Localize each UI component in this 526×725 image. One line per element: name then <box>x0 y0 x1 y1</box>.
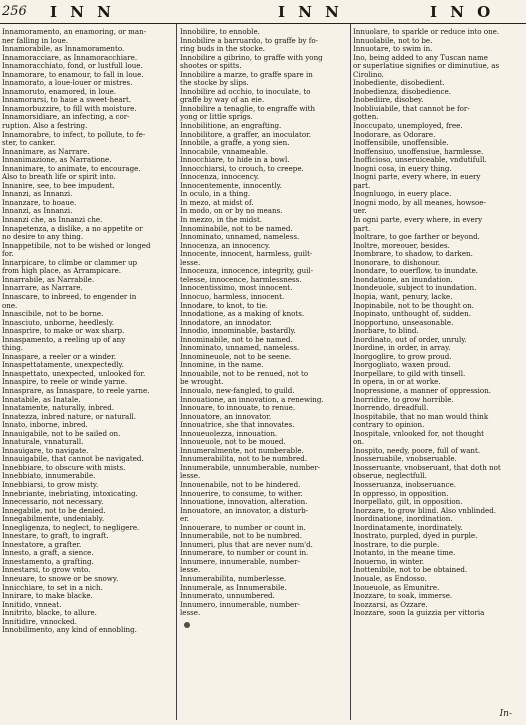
dictionary-entry-line: Innestamento, a grafting. <box>2 556 94 566</box>
page-header <box>0 0 526 24</box>
dictionary-entry-line: Innamoruto, enamored, in loue. <box>2 86 117 96</box>
dictionary-entry-line: Inorgogliato, waxen proud. <box>353 360 451 370</box>
dictionary-entry-line: Innobilire a tenaglie, to engraffe with <box>180 103 316 113</box>
dictionary-entry-line: Innuolare, to sparkle or reduce into one. <box>353 28 500 36</box>
dictionary-entry-line: Innumere, innumerable, number- <box>180 556 300 566</box>
dictionary-entry-line: Innobile, a graffe, a yong sien. <box>180 138 290 148</box>
dictionary-entry-line: Innocabile, vnnameable. <box>180 146 268 156</box>
dictionary-entry-line: Innuolabile, not to be. <box>353 35 433 45</box>
dictionary-entry-line: Innumeralmente, not numberable. <box>180 445 304 455</box>
dictionary-entry-line: In modo, on or by no means. <box>180 206 283 216</box>
dictionary-entry-line: Innocentemente, innocently. <box>180 180 282 190</box>
dictionary-entry-line: Inonorare, to dishonour. <box>353 257 441 267</box>
dictionary-entry-line: Inopressione, a manner of oppression. <box>353 385 492 395</box>
dictionary-entry-line: ruption. Also a festring. <box>2 121 88 131</box>
dictionary-entry-line: Innaspare, a reeler or a winder. <box>2 351 116 361</box>
dictionary-entry-line: Inodorare, as Odorare. <box>353 129 436 139</box>
dictionary-entry-line: In mezo, at midst of. <box>180 197 254 207</box>
dictionary-entry-line: be wrought. <box>180 377 224 387</box>
dictionary-entry-line: Innobilitore, a graffer, an inoculator. <box>180 129 311 139</box>
dictionary-entry-line: Inoffensibile, unoffensible. <box>353 138 449 148</box>
dictionary-entry-line: Innestarsi, to grow vnto. <box>2 565 91 575</box>
dictionary-entry-line: Innouenabile, not to be hindered. <box>180 479 301 489</box>
dictionary-entry-line: Inozzarsi, as Ozzare. <box>353 599 428 609</box>
dictionary-entry-line: Innumerabilita, numberlesse. <box>180 574 287 583</box>
dictionary-entry-line: Inorgoglire, to grow proud. <box>353 351 452 361</box>
dictionary-entry-line: part. <box>353 223 371 233</box>
dictionary-entry-line: Innamorsidiare, an infecting, a cor- <box>2 112 130 122</box>
dictionary-entry-line: Inorridire, to grow horrible. <box>353 394 454 404</box>
dictionary-entry-line: Innumerato, unnumbered. <box>180 591 275 601</box>
dictionary-entry-line: Innatamente, naturally, inbred. <box>2 403 115 413</box>
dictionary-entry-line: Innuotare, to swim in. <box>353 44 433 54</box>
dictionary-entry-line: Innocchiarsi, to crouch, to creepe. <box>180 163 304 173</box>
dictionary-entry-line: Innamorato, a loue-louer or mistres. <box>2 78 133 88</box>
dictionary-entry-line: lesse. <box>180 608 201 618</box>
dictionary-entry-line: Innoueuole, not to be moued. <box>180 437 286 447</box>
dictionary-entry-line: Innamorbuzzire, to fill with moisture. <box>2 103 137 113</box>
dictionary-entry-line: gotten. <box>353 112 379 122</box>
dictionary-entry-line: the stocke by slips. <box>180 78 249 88</box>
dictionary-entry-line: Inosseruante, vnobseruant, that doth not <box>353 462 501 472</box>
dictionary-entry-line: Innominabile, not to be named. <box>180 334 293 344</box>
dictionary-entry-line: Inorbare, to blind. <box>353 326 419 336</box>
dictionary-entry-line: Innascare, to inbreed, to engender in <box>2 291 137 301</box>
dictionary-entry-line: Innaturale, vnnaturall. <box>2 437 84 447</box>
dictionary-entry-line: Innestatore, a grafter. <box>2 539 82 549</box>
dictionary-entry-line: Inozzare, soon la guizzia per vittoria <box>353 608 485 618</box>
dictionary-entry-line: Inoltre, moreouer, besides. <box>353 240 450 250</box>
dictionary-entry-line: Innumerale, as Innumerabile. <box>180 582 287 592</box>
dictionary-entry-line: uer. <box>353 206 367 216</box>
dictionary-entry-line: Inospitale, vnlooked for, not thought <box>353 428 485 438</box>
dictionary-entry-line: Inoffensiuo, unoffensiue, harmlesse. <box>353 146 484 156</box>
dictionary-entry-line: Innanzi, as Innanzi. <box>2 189 73 199</box>
dictionary-entry-line: Inombrare, to shadow, to darken. <box>353 249 473 259</box>
dictionary-entry-line: Innatezza, inbred nature, or naturall. <box>2 411 137 421</box>
dictionary-entry-line: thing. <box>2 343 24 353</box>
dictionary-entry-line: Inogni modo, by all meanes, howsoe- <box>353 197 486 207</box>
dictionary-entry-line: Ino, being added to any Tuscan name <box>353 52 488 62</box>
dictionary-entry-line: Innanire, see, to bee impudent. <box>2 180 115 190</box>
dictionary-entry-line: on. <box>353 437 365 447</box>
dictionary-entry-line: Inorzare, to grow blind. Also vnblinded. <box>353 505 497 515</box>
column-divider <box>350 24 351 720</box>
dictionary-entry-line: Innitido, vnneat. <box>2 599 62 609</box>
dictionary-entry-line: Innodare, to knot, to tie. <box>180 300 268 310</box>
dictionary-entry-line: Inoltrare, to goe farther or beyond. <box>353 232 480 242</box>
dictionary-entry-line: Inosseruabile, vnobseruable. <box>353 454 457 464</box>
dictionary-entry-line: Inorrendo, dreadfull. <box>353 403 429 413</box>
dictionary-entry-line: Innegligenza, to neglect, to negligere. <box>2 522 140 532</box>
dictionary-entry-line: Inospito, needy, poore, full of want. <box>353 445 481 455</box>
dictionary-entry-line: Inneuare, to snowe or be snowy. <box>2 574 119 583</box>
dictionary-entry-line: Innominabile, not to be named. <box>180 223 293 233</box>
dictionary-entry-line: Inogni parte, every where, in euery <box>353 172 481 182</box>
dictionary-entry-line: lesse. <box>180 565 201 575</box>
dictionary-entry-line: ring buds in the stocke. <box>180 44 266 54</box>
dictionary-entry-line: Inorpellato, gilt, in opposition. <box>353 497 463 507</box>
dictionary-entry-line: Inostrato, purpled, dyed in purple. <box>353 531 478 541</box>
dictionary-entry-line: Innecessario, not necessary. <box>2 497 104 507</box>
dictionary-entry-line: Innocchiare, to hide in a bowl. <box>180 155 290 165</box>
dictionary-entry-line: Inordinatamente, inordinately. <box>353 522 463 532</box>
dictionary-column-right <box>353 28 503 718</box>
dictionary-entry-line: Inofficioso, unseruiceable, vndutifull. <box>353 155 487 165</box>
dictionary-entry-line: Innocentissimo, most innocent. <box>180 283 293 293</box>
dictionary-entry-line: Innumerabile, not to be numbred. <box>180 531 302 541</box>
dictionary-entry-line: Inoccupato, unemployed, free. <box>353 121 463 131</box>
running-headword-left: I N N <box>50 3 115 21</box>
dictionary-entry-line: Innapetenza, a dislike, a no appetite or <box>2 223 143 233</box>
dictionary-entry-line: graffe by way of an eie. <box>180 95 265 105</box>
dictionary-entry-line: Inostrare, to die purple. <box>353 539 440 549</box>
dictionary-entry-line: Inogni cosa, in euery thing. <box>353 163 452 173</box>
page-number: 256 <box>2 4 27 19</box>
dictionary-entry-line: Innegabilmente, undeniably. <box>2 514 105 524</box>
dictionary-entry-line: Innauigabile, not to be sailed on. <box>2 428 121 438</box>
dictionary-entry-line: Innomineuole, not to be seene. <box>180 351 292 361</box>
dictionary-entry-line: Innaspire, to reele or winde yarne. <box>2 377 128 387</box>
dictionary-entry-line: Innodio, innominable, bastardly. <box>180 326 296 336</box>
dictionary-entry-line: Innobilire, to ennoble. <box>180 28 260 36</box>
running-headword-center: I N N <box>278 3 343 21</box>
dictionary-entry-line: Innamoracchiato, fond, or lustfull loue. <box>2 61 143 71</box>
dictionary-entry-line: Cirolino. <box>353 69 384 79</box>
dictionary-entry-line: Innoceuza, innocence, integrity, guil- <box>180 266 314 276</box>
dictionary-entry-line: Innarrare, as Narrare. <box>2 283 83 293</box>
dictionary-entry-line: no desire to any thing. <box>2 232 84 242</box>
dictionary-entry-line: Innebbiato, innumerabile. <box>2 471 96 481</box>
dictionary-entry-line: Inorpellare, to gild with tinsell. <box>353 368 466 378</box>
dictionary-entry-line: Inordinatione, inordination. <box>353 514 453 524</box>
dictionary-entry-line: Innoueuolezza, innouation. <box>180 428 278 438</box>
dictionary-entry-line: Innestare, to graft, to ingraft. <box>2 531 109 541</box>
dictionary-entry-line: Inottenibile, not to be obtained. <box>353 565 468 575</box>
dictionary-entry-line: Innanzare, to hoaue. <box>2 197 77 207</box>
dictionary-entry-line: Inordinato, out of order, unruly. <box>353 334 467 344</box>
column-divider <box>176 24 177 720</box>
dictionary-entry-line: Innumeri, plus that are never num'd. <box>180 539 313 549</box>
dictionary-entry-line: Innumerabile, unnumberable, number- <box>180 462 321 472</box>
dictionary-entry-line: Innaspamento, a reeling up of any <box>2 334 126 344</box>
dictionary-entry-line: Innobilire ad occhio, to inoculate, to <box>180 86 311 96</box>
dictionary-entry-line: Innouatore, an innovator, a disturb- <box>180 505 309 515</box>
dictionary-entry-line: Innamorare, to enamour, to fall in loue. <box>2 69 144 79</box>
dictionary-entry-line: Innasprire, to make or wax sharp. <box>2 326 125 336</box>
dictionary-entry-line: Innebbiarsi, to grow misty. <box>2 479 99 489</box>
dictionary-entry-line: Innomine, in the name. <box>180 360 264 370</box>
dictionary-entry-line: Innegabile, not to be denied. <box>2 505 106 515</box>
dictionary-entry-line: Innouatrice, she that innovates. <box>180 420 295 430</box>
dictionary-entry-line: Also to breath life or spirit into. <box>2 172 116 182</box>
dictionary-entry-line: shootes or spitts. <box>180 61 242 71</box>
dictionary-entry-line: Innumerabilita, not to be numbred. <box>180 454 308 464</box>
dictionary-entry-line: Inondeuole, subject to inundation. <box>353 283 477 293</box>
dictionary-entry-line: Innanimare, to animate, to encourage. <box>2 163 141 173</box>
dictionary-entry-line: In opera, in or at worke. <box>353 377 441 387</box>
dictionary-entry-line: Innascibile, not to be borne. <box>2 309 104 319</box>
dictionary-entry-line: Inobliuiabile, that cannot be for- <box>353 103 470 113</box>
dictionary-entry-line: Inondare, to ouerflow, to inundate. <box>353 266 479 276</box>
dictionary-entry-line: Innodatore, an innodator. <box>180 317 272 327</box>
dictionary-entry-line: Innoualo, new-fangled, to guild. <box>180 385 295 395</box>
dictionary-entry-line: Innamorabre, to infect, to pollute, to fe- <box>2 129 146 139</box>
dictionary-entry-line: one. <box>2 300 18 310</box>
dictionary-entry-line: Innominato, unnamed, nameless. <box>180 343 300 353</box>
dictionary-entry-line: Innarpicare, to climbe or clammer up <box>2 257 138 267</box>
dictionary-entry-line: lesse. <box>180 257 201 267</box>
dictionary-entry-line: Inosseruanza, inobseruance. <box>353 479 457 489</box>
dictionary-column-left <box>2 28 157 718</box>
dictionary-entry-line: Inobediire, disobey. <box>353 95 424 105</box>
dictionary-entry-line: Innobilitione, an engrafting. <box>180 121 282 131</box>
dictionary-entry-line: Inopportuno, unseasonable. <box>353 317 454 327</box>
running-headword-right: I N O <box>430 3 495 21</box>
dictionary-entry-line: Inospitabile, that no man would think <box>353 411 489 421</box>
dictionary-entry-line: Innouatione, innovation, alteration. <box>180 497 308 507</box>
dictionary-entry-line: contrary to opinion. <box>353 420 425 430</box>
dictionary-entry-line: Innicchiare, to set in a nich. <box>2 582 103 592</box>
dictionary-entry-line: Inotanto, in the meane time. <box>353 548 456 558</box>
dictionary-entry-line: ner falling in loue. <box>2 35 69 45</box>
dictionary-entry-line: Innouerare, to number or count in. <box>180 522 306 532</box>
dictionary-entry-line: Innaspettatamente, unexpectedly. <box>2 360 124 370</box>
dictionary-entry-line: Inobediente, disobedient. <box>353 78 445 88</box>
dictionary-entry-line: Innesto, a graft, a sience. <box>2 548 94 558</box>
dictionary-entry-line: Innobilire a gibrino, to graffe with yong <box>180 52 323 62</box>
dictionary-entry-line: Innobilire a barruardo, to graffe by fo- <box>180 35 319 45</box>
dictionary-entry-line: Innamorabile, as Innamoramento. <box>2 44 125 54</box>
dictionary-entry-line: er. <box>180 514 190 524</box>
dictionary-entry-line: Innasprare, as Innaspare, to reele yarne. <box>2 385 150 395</box>
dictionary-entry-line: Innocenza, innocency. <box>180 172 260 182</box>
dictionary-entry-line: for. <box>2 249 14 259</box>
dictionary-entry-line: Inouale, as Endosso. <box>353 574 427 583</box>
dictionary-entry-line: Inoueuole, as Emunitre. <box>353 582 440 592</box>
dictionary-entry-line: In oculo, in a thing. <box>180 189 251 199</box>
dictionary-entry-line: Inouerno, in winter. <box>353 556 425 566</box>
dictionary-entry-line: Innanimare, as Narrare. <box>2 146 90 156</box>
dictionary-entry-line: lesse. <box>180 471 201 481</box>
dictionary-entry-line: Innitrito, blacke, to allure. <box>2 608 97 618</box>
dictionary-entry-line: Inondatione, an inundation. <box>353 274 453 284</box>
dictionary-entry-line: Inobedienza, disobedience. <box>353 86 451 96</box>
dictionary-entry-line: Innaspettato, unexpected, unlooked for. <box>2 368 146 378</box>
dictionary-entry-line: Innauigare, to navigate. <box>2 445 89 455</box>
dictionary-entry-line: Innamorarsi, to haue a sweet-heart. <box>2 95 132 105</box>
dictionary-entry-line: Innitidire, vnnocked. <box>2 616 77 626</box>
dictionary-entry-line: Innebbiare, to obscure with mists. <box>2 462 126 472</box>
dictionary-column-middle <box>180 28 330 718</box>
dictionary-entry-line: Innouerire, to consume, to wither. <box>180 488 303 498</box>
catchword: In- <box>499 709 512 719</box>
dictionary-entry-line: Innouatore, an innovator. <box>180 411 272 421</box>
dictionary-entry-line: Innouare, to innouate, to renue. <box>180 403 296 413</box>
dictionary-entry-line: Innirare, to make blacke. <box>2 591 93 601</box>
dictionary-entry-line: Innouabile, not to be renued, not to <box>180 368 309 378</box>
dictionary-entry-line: Innanzi, as Innanzi. <box>2 206 73 216</box>
dictionary-entry-line: Innamoracciare, as Innamoracchiare. <box>2 52 138 62</box>
header-rule <box>0 23 526 24</box>
dictionary-entry-line: Innobilimento, any kind of ennobling. <box>2 625 137 635</box>
dictionary-entry-line: Innanzi che, as Innanzi che. <box>2 215 103 225</box>
dictionary-entry-line: Inognluogo, in euery place. <box>353 189 452 199</box>
dictionary-entry-line: Innarrabile, as Narrabile. <box>2 274 95 284</box>
dictionary-entry-line: Innumero, innumerable, number- <box>180 599 301 609</box>
ink-blot <box>184 622 190 628</box>
dictionary-entry-line: Inopinato, unthought of, sudden. <box>353 309 471 319</box>
dictionary-entry-line: Innumerare, to number or count in. <box>180 548 309 558</box>
dictionary-entry-line: Innappetibile, not to be wished or longed <box>2 240 151 250</box>
dictionary-entry-line: yong or little sprigs. <box>180 112 253 122</box>
dictionary-entry-line: In oppresso, in opposition. <box>353 488 449 498</box>
dictionary-entry-line: from high place, as Arrampicare. <box>2 266 122 276</box>
dictionary-entry-line: Innatabile, as Inatale. <box>2 394 81 404</box>
dictionary-entry-line: Innasciuto, unborne, heedlesly. <box>2 317 115 327</box>
dictionary-entry-line: Innamoramento, an enamoring, or man- <box>2 28 147 36</box>
dictionary-entry-line: In ogni parte, every where, in every <box>353 215 483 225</box>
dictionary-entry-line: ster, to canker. <box>2 138 56 148</box>
dictionary-entry-line: Innanimazione, as Narratione. <box>2 155 112 165</box>
dictionary-entry-line: Innauigabile, that cannot be navigated. <box>2 454 144 464</box>
dictionary-entry-line: Innominato, unnamed, nameless. <box>180 232 300 242</box>
dictionary-entry-line: In mezzo, in the midst. <box>180 215 263 225</box>
dictionary-entry-line: Inopinabile, not to be thought on. <box>353 300 474 310</box>
dictionary-entry-line: Innocenza, an innocency. <box>180 240 271 250</box>
dictionary-entry-line: obserue, neglectfull. <box>353 471 427 481</box>
dictionary-entry-line: Innocuo, harmless, innocent. <box>180 291 285 301</box>
dictionary-entry-line: Innobilire a marze, to graffe spare in <box>180 69 313 79</box>
dictionary-entry-line: Inordine, in order, in array. <box>353 343 451 353</box>
dictionary-entry-line: part. <box>353 180 371 190</box>
dictionary-entry-line: Innebriante, inebriating, intoxicating. <box>2 488 138 498</box>
dictionary-entry-line: Innato, inborne, inbred. <box>2 420 88 430</box>
dictionary-entry-line: Innouatione, an innovation, a renewing. <box>180 394 324 404</box>
dictionary-entry-line: telesse, innocence, harmlessness. <box>180 274 302 284</box>
dictionary-entry-line: Innocente, innocent, harmless, guilt- <box>180 249 313 259</box>
dictionary-entry-line: Inozzare, to soak, immerse. <box>353 591 453 601</box>
dictionary-entry-line: Inopia, want, penury, lacke. <box>353 291 453 301</box>
dictionary-entry-line: Innodatione, as a making of knots. <box>180 309 305 319</box>
dictionary-entry-line: or superlatiue signifies or diminutiue, as <box>353 61 500 71</box>
